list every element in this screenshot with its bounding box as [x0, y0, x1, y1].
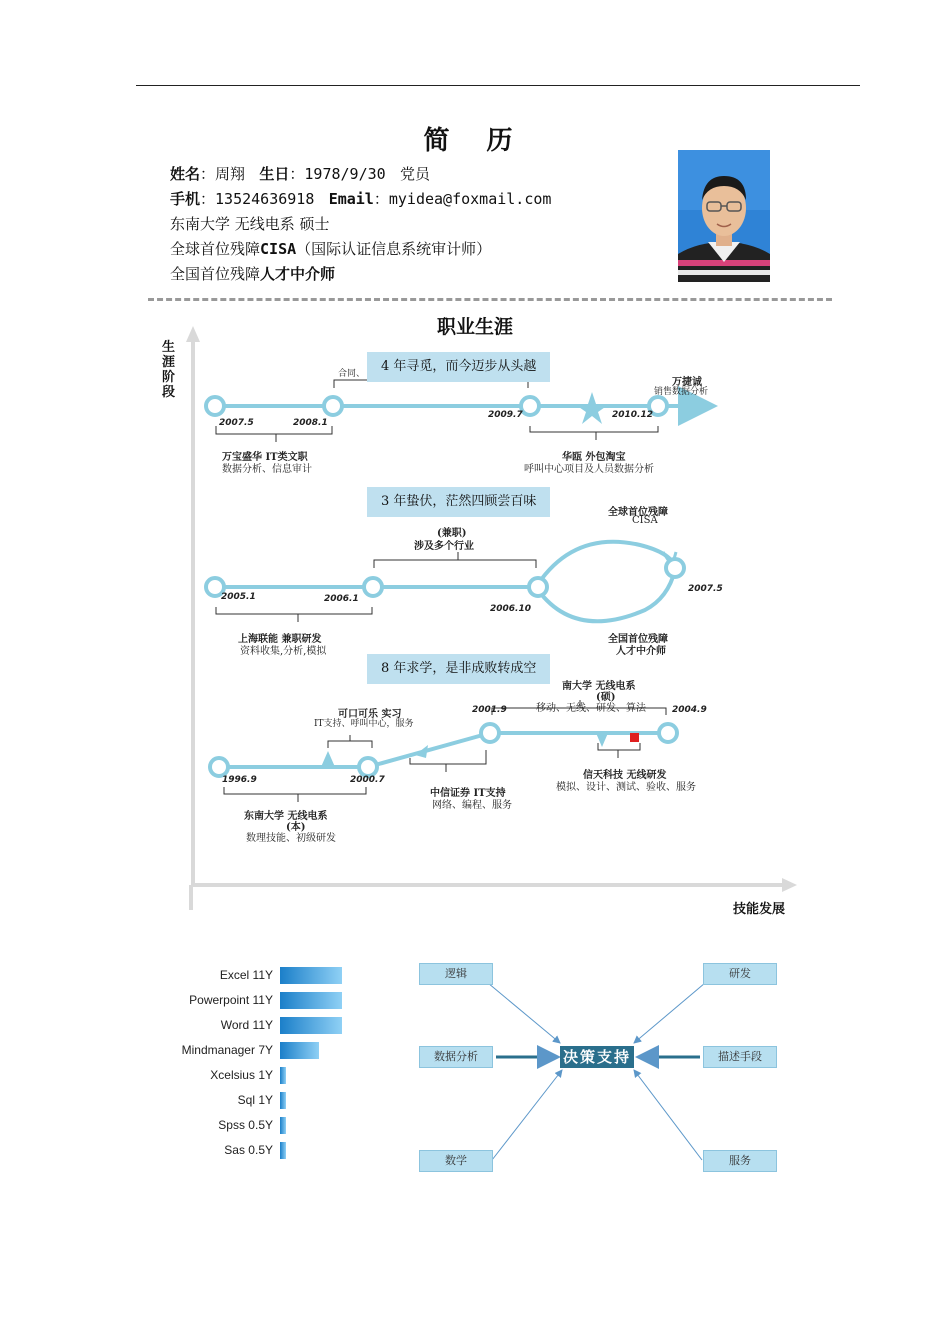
- mindmap-node-data-analysis: 数据分析: [419, 1046, 493, 1068]
- name-label: 姓名: [170, 165, 201, 183]
- stage-banner-1: 4 年寻觅，而今迈步从头越: [367, 352, 550, 382]
- year-label: 2007.5: [688, 584, 723, 594]
- job-desc: (硕): [596, 692, 616, 703]
- year-label: 2001.9: [472, 705, 507, 715]
- year-label: 2008.1: [293, 418, 328, 428]
- node-1996-9: [210, 758, 228, 776]
- triangle-marker-icon: [321, 751, 335, 767]
- stage-banner-3: 8 年求学，是非成败转成空: [367, 654, 550, 684]
- node-2006-10: [529, 578, 547, 596]
- job-title: 中信证券 IT支持: [430, 788, 506, 799]
- skill-row: [168, 991, 368, 1011]
- x-axis-arrow-icon: [782, 878, 797, 892]
- skill-row: [168, 1016, 368, 1036]
- job-title: 可口可乐 实习: [338, 709, 402, 720]
- job-desc: 移动、无线、研发、算法: [536, 703, 646, 714]
- job-desc: IT支持、呼叫中心，服务: [314, 719, 414, 729]
- skill-name: Xcelsius 1Y: [210, 1068, 273, 1082]
- job-title: (兼职): [437, 528, 467, 539]
- job-desc: 模拟、设计、测试、验收、服务: [556, 782, 696, 793]
- job-title: 万宝盛华 IT类文职: [222, 452, 308, 463]
- stage-banner-2: 3 年蛰伏，茫然四顾尝百味: [367, 487, 550, 517]
- node-2004-9: [659, 724, 677, 742]
- node-2001-9: [481, 724, 499, 742]
- email-value[interactable]: myidea@foxmail.com: [388, 190, 552, 208]
- node-2008-1: [324, 397, 342, 415]
- star-icon: [576, 392, 608, 424]
- phone-value: 13524636918: [215, 190, 315, 208]
- job-title: 全球首位残障: [608, 507, 668, 518]
- birth-value: 1978/9/30: [304, 165, 386, 183]
- skill-bar: [280, 1067, 286, 1084]
- job-desc: CISA: [632, 515, 658, 526]
- year-label: 2006.10: [490, 604, 531, 614]
- skill-bar: [280, 967, 342, 984]
- skill-bar: [280, 1117, 286, 1134]
- job-desc: 资料收集,分析,模拟: [240, 646, 327, 657]
- mindmap-node-service: 服务: [703, 1150, 777, 1172]
- skills-chart: [168, 966, 368, 1166]
- skill-bar: [280, 1142, 286, 1159]
- skill-name: Excel 11Y: [219, 968, 273, 982]
- node-2000-7: [359, 758, 377, 776]
- skill-name: Powerpoint 11Y: [189, 993, 273, 1007]
- phone-label: 手机: [170, 190, 201, 208]
- cisa-suffix: （国际认证信息系统审计师）: [296, 240, 492, 258]
- job-desc: 呼叫中心项目及人员数据分析: [524, 464, 654, 475]
- birth-label: 生日: [259, 165, 290, 183]
- y-axis-arrow-icon: [186, 326, 200, 342]
- node-2009-7: [521, 397, 539, 415]
- skill-bar: [280, 1092, 286, 1109]
- job-desc: 销售数据分析: [654, 387, 709, 397]
- name-value: 周翔: [215, 165, 246, 183]
- skill-bar: [280, 1017, 342, 1034]
- year-label: 2000.7: [350, 775, 385, 785]
- node-2007-5: [206, 397, 224, 415]
- year-label: 2007.5: [219, 418, 254, 428]
- node-2007-5: [666, 559, 684, 577]
- stage1-top-partial: 合同、: [338, 369, 366, 379]
- skill-name: Sql 1Y: [237, 1093, 273, 1107]
- mindmap-node-math: 数学: [419, 1150, 493, 1172]
- y-axis-label: 生涯阶段: [162, 340, 176, 400]
- info-line-contact: 手机：13524636918 Email：myidea@foxmail.com: [170, 190, 552, 208]
- mindmap-center: 决策支持: [560, 1046, 634, 1068]
- job-desc: 数据分析、信息审计: [222, 464, 312, 475]
- job-desc: 数理技能、初级研发: [246, 833, 336, 844]
- job-title: 万捷诚: [672, 377, 702, 388]
- career-title: 职业生涯: [436, 316, 513, 338]
- job-desc: 涉及多个行业: [414, 541, 474, 552]
- skill-row: [168, 1141, 368, 1161]
- year-label: 2006.1: [324, 594, 359, 604]
- skill-name: Spss 0.5Y: [218, 1118, 273, 1132]
- skill-row: [168, 1066, 368, 1086]
- cisa-bold: CISA: [260, 240, 297, 258]
- node-2006-1: [364, 578, 382, 596]
- email-label: Email: [328, 190, 374, 208]
- skill-name: Mindmanager 7Y: [181, 1043, 273, 1057]
- info-line-name: 姓名：周翔 生日：1978/9/30 党员: [170, 165, 430, 183]
- job-desc: 人才中介师: [616, 646, 666, 657]
- cisa-prefix: 全球首位残障: [170, 240, 261, 258]
- job-title: 信天科技 无线研发: [583, 770, 667, 781]
- skill-row: [168, 1091, 368, 1111]
- job-desc: (本): [286, 822, 306, 833]
- agent-prefix: 全国首位残障: [170, 265, 261, 283]
- job-desc: 网络、编程、服务: [432, 800, 512, 811]
- party-value: 党员: [399, 165, 430, 183]
- skill-bar: [280, 1042, 319, 1059]
- job-title: 全国首位残障: [608, 634, 668, 645]
- agent-bold: 人才中介师: [260, 265, 336, 283]
- education-line: 东南大学 无线电系 硕士: [170, 215, 330, 233]
- skill-row: [168, 966, 368, 986]
- mindmap-node-rnd: 研发: [703, 963, 777, 985]
- skill-row: [168, 1116, 368, 1136]
- skill-row: [168, 1041, 368, 1061]
- page-title: 简 历: [423, 126, 527, 156]
- mindmap-node-description: 描述手段: [703, 1046, 777, 1068]
- skill-name: Sas 0.5Y: [224, 1143, 273, 1157]
- year-label: 2005.1: [221, 592, 256, 602]
- skill-bar: [280, 992, 342, 1009]
- job-title: 上海联能 兼职研发: [238, 634, 322, 645]
- year-label: 2009.7: [488, 410, 523, 420]
- mindmap-node-logic: 逻辑: [419, 963, 493, 985]
- skill-name: Word 11Y: [220, 1018, 273, 1032]
- year-label: 2010.12: [612, 410, 653, 420]
- year-label: 2004.9: [672, 705, 707, 715]
- job-title: 南大学 无线电系: [562, 681, 636, 692]
- x-axis-label: 技能发展: [733, 902, 786, 917]
- red-marker-icon: [630, 733, 639, 742]
- year-label: 1996.9: [222, 775, 257, 785]
- job-title: 东南大学 无线电系: [244, 811, 328, 822]
- job-title: 华瓯 外包淘宝: [562, 452, 626, 463]
